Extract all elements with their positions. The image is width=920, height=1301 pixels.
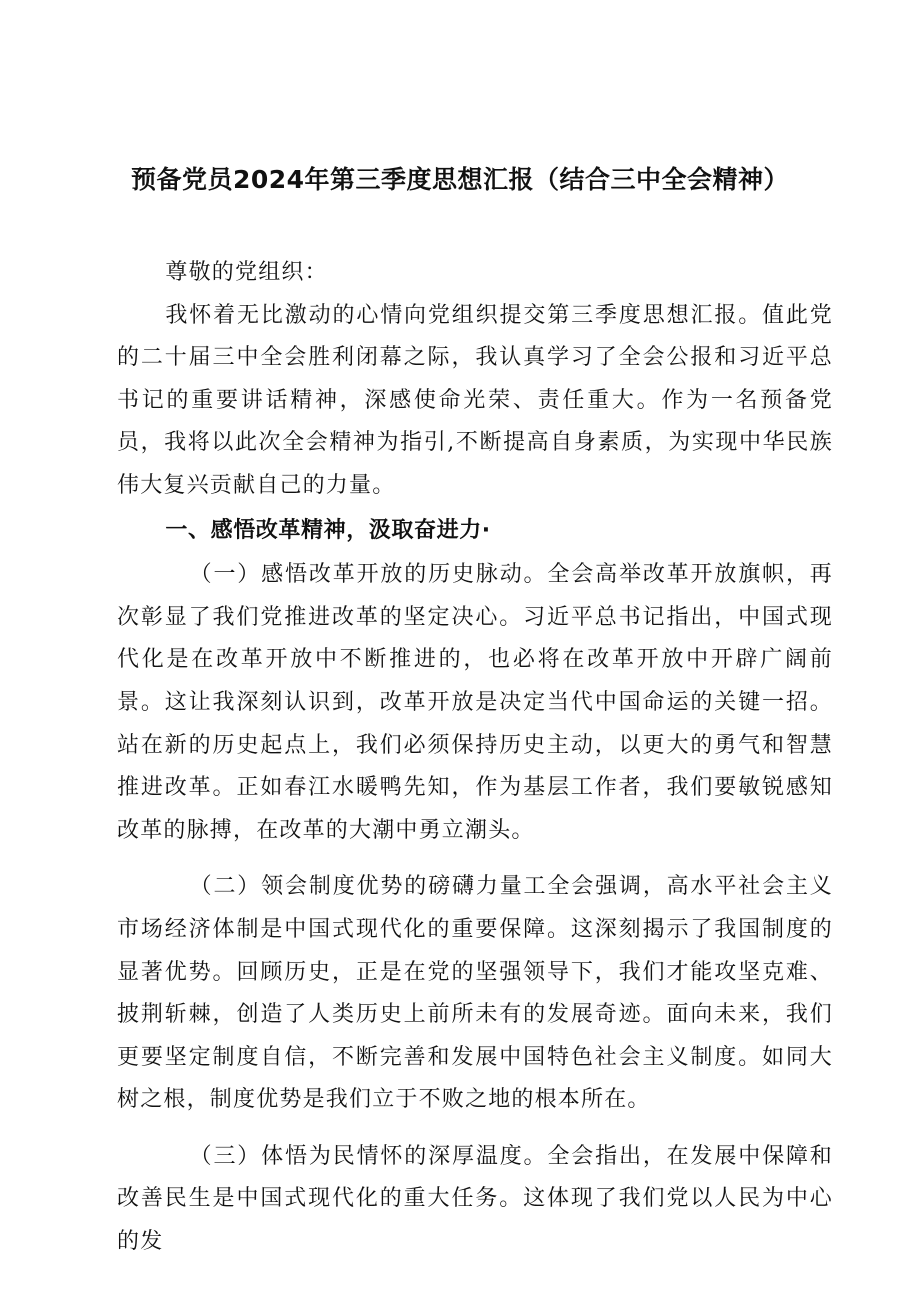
document-body [117, 252, 833, 1264]
paragraph-3: （三）体悟为民情怀的深厚温度。全会指出，在发展中保障和改善民生是中国式现代化的重大任务。这体现了我们党以人民为中心的发 [117, 1143, 833, 1255]
page-title: 预备党员2024年第三季度思想汇报（结合三中全会精神） [130, 165, 790, 194]
salutation: 尊敬的党组织： [165, 260, 328, 285]
paragraph-1: （一）感悟改革开放的历史脉动。全会高举改革开放旗帜，再次彰显了我们党推进改革的坚定决心。习近平总书记指出，中国式现代化是在改革开放中不断推进的，也必将在改革开放中开辟广阔前景。这让我深刻认识到，改革开放是决定当代中国命运的关键一招。站在新的历史起点上，我们必须保持历史主动，以更大的勇气和智慧推进改革。正如春江水暖鸭先知，作为基层工作者，我们要敏锐感知改革的脉搏，在改革的大潮中勇立潮头。 [117, 562, 833, 843]
intro-paragraph: 我怀着无比激动的心情向党组织提交第三季度思想汇报。值此党的二十届三中全会胜利闭幕之际，我认真学习了全会公报和习近平总书记的重要讲话精神，深感使命光荣、责任重大。作为一名预备党员，我将以此次全会精神为指引,不断提高自身素质，为实现中华民族伟大复兴贡献自己的力量。 [117, 302, 833, 498]
paragraph-2: （二）领会制度优势的磅礴力量工全会强调，高水平社会主义市场经济体制是中国式现代化的重要保障。这深刻揭示了我国制度的显著优势。回顾历史，正是在党的坚强领导下，我们才能攻坚克难、披荆斩棘，创造了人类历史上前所未有的发展奇迹。面向未来，我们更要坚定制度自信，不断完善和发展中国特色社会主义制度。如同大树之根，制度优势是我们立于不败之地的根本所在。 [117, 874, 833, 1113]
section-heading: 一、感悟改革精神，汲取奋进力· [165, 517, 491, 543]
